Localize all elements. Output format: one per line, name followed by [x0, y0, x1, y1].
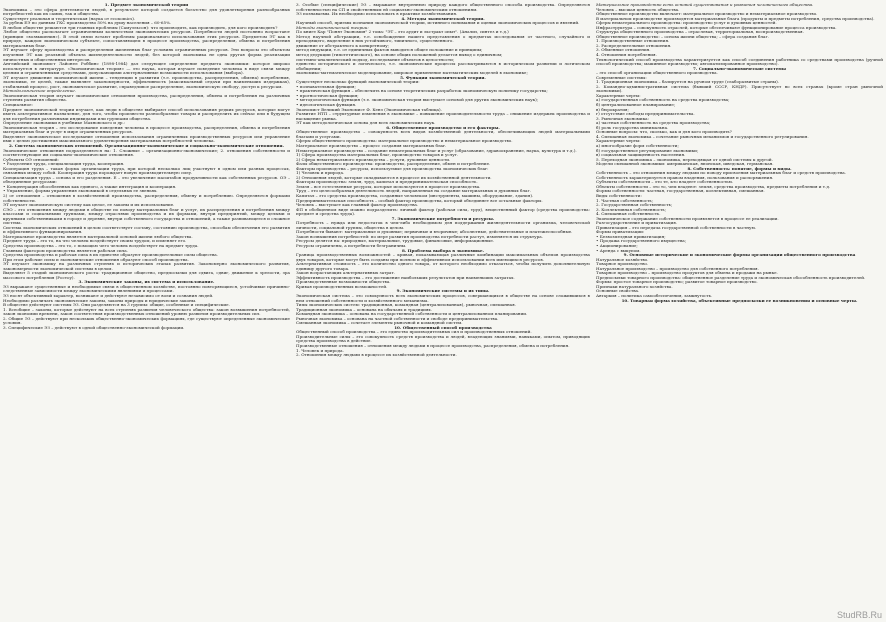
paragraph: ЭЗ носят объективный характер, возникают и действуют независимо от воли и сознания людей.	[3, 293, 214, 298]
paragraph: 4. Отношения потребления.	[596, 52, 657, 58]
paragraph: В материальном производстве производятся материальные блага (продукты и предметы потребления, средства производства).	[596, 15, 875, 21]
section-heading: 9. Экономические системы и их типы.	[396, 288, 490, 294]
section-heading: 5. Функции экономической теории.	[400, 74, 486, 80]
paragraph: Субъекты собственности – это те, кто владеет собственностью.	[596, 179, 734, 185]
paragraph: – это способ организации общественного производства.	[596, 70, 718, 76]
paragraph: Товарное производство.	[596, 261, 649, 267]
paragraph: Общественное производство – совокупность всех видов хозяйственной деятельности, обеспечивающих людей материальными благами и услугами.	[296, 129, 590, 139]
paragraph: Факторы производства: земля, труд, капитал и предпринимательская способность.	[296, 179, 478, 185]
paragraph: • Акционирование;	[596, 242, 638, 248]
paragraph: Специализация труда – основа и его разделения. Е – это увеличение масштабов продуктивности как собственных ресурсов. ОЭ – объединение ресурсами:	[3, 174, 290, 185]
paragraph: Приватизация – это передача государственной собственности в частную.	[596, 224, 757, 230]
paragraph: 2) Отношения людей, которые складываются в процессе их хозяйственной деятельности.	[296, 174, 492, 180]
paragraph: Человек – высшая ценность общества.	[596, 6, 680, 12]
paragraph: Альтернативная стоимость – это количество одного товара, от которого необходимо отказаться, чтобы получить дополнительную единицу другого товара.	[296, 261, 590, 271]
paragraph: Определение экономики в учебнике Махновского и др.:	[3, 120, 126, 126]
paragraph: Нематериальное производство – создание нематериальных благ и услуг (образование, здравоохранение, наука, культура и т.д.).	[296, 147, 577, 153]
paragraph: а) частная собственность на средства производства;	[596, 120, 711, 126]
paragraph: метод индукции, т.е. от единичных фактов выводится общее положение и принципы;	[296, 47, 483, 53]
watermark: StudRB.Ru	[836, 610, 882, 620]
paragraph: 2. Государственная собственность;	[596, 202, 673, 208]
paragraph: Производственные возможности общества.	[296, 279, 391, 285]
paragraph: Ресурсы ограничены, а потребности безграничны.	[296, 242, 407, 248]
paragraph: Производственные отношения – отношения между людьми в процессе производства, распределения, обмена и потребления.	[296, 343, 570, 349]
section-heading: 6. Общественное производство и его факторы.	[386, 124, 500, 130]
paragraph: 3. Коллективная собственность;	[596, 206, 666, 212]
paragraph: а) многообразие форм собственности;	[596, 142, 679, 148]
paragraph: Виды собственности:	[596, 192, 642, 198]
paragraph: ЭТ изучает экономическую систему как целое, ее законы и их использование.	[3, 202, 175, 208]
paragraph: Структура общественного производства – отраслевая, территориальная, воспроизводственная.	[596, 29, 804, 35]
paragraph: Кривая производственных возможностей.	[296, 283, 388, 289]
paragraph: • Разделение труда, специализация труда, кооперация.	[3, 161, 125, 167]
paragraph: Субъекты ОЭ отношений:	[3, 156, 59, 162]
paragraph: Система экономических отношений в целом соответствует составу, состоянию производства, способам обеспечения его развития и эффективного функционирования.	[3, 224, 290, 235]
paragraph: Фазы общественного производства: производство, распределение, обмен и потребление.	[296, 161, 491, 167]
paragraph: системно-аналитический подход, исследование объектов в целостности;	[296, 56, 455, 62]
paragraph: Технологический способ производства характеризуется как способ соединения работника со средствами производства (ручной способ производства; машинное производство; автоматизированное производство).	[596, 56, 883, 67]
paragraph: Специальное:	[3, 102, 33, 108]
paragraph: Существует реальная и теоретическая (наука от economics).	[3, 15, 136, 21]
paragraph: • идеологическая функция.	[296, 102, 357, 108]
paragraph: Ресурсы делятся на: природные, материальные, трудовые, финансовые, информационные.	[296, 238, 495, 244]
paragraph: Выделяют 5 стадий экономического роста: традиционное общество, предпосылки для сдвига, сдвиг, движение к зрелости, эра массового потребления (Ростоу).	[3, 270, 290, 280]
paragraph: Автаркия – политика самообеспечения, замкнутость.	[596, 293, 713, 298]
paragraph: • Безвозмездная приватизация;	[596, 233, 666, 239]
paragraph: Формы приватизации:	[596, 229, 645, 235]
paragraph: в) социальная защищенность населения.	[596, 152, 686, 158]
paragraph: Экономическое содержание собственности проявляется в процессе ее реализации.	[596, 215, 779, 221]
paragraph: • познавательная функция;	[296, 83, 356, 89]
paragraph: Закон возвышения потребностей: по мере развития производства потребности растут, изменяется их структура.	[296, 233, 543, 239]
paragraph: По книге Кар "Понят Экономия" 2 тома: "ЭТ – это аудит и экстракт опыт". (Анализ, синтез и т.д.)	[296, 29, 509, 35]
paragraph: Характерные черты:	[596, 138, 641, 144]
section-heading: 3. Экономические законы, их система и использование.	[78, 279, 215, 285]
paragraph: Сферы нематериального производства: производство услуг и духовных ценностей.	[596, 20, 777, 26]
paragraph: Капитал – это средства производства, созданные человеком (инструменты, машины, оборудование, здания).	[296, 192, 534, 198]
paragraph: 3. Особые (специфические) ЭЗ – выражают внутреннюю природу каждого общественного способа производства. Определяются собственностью на СП и свойственным ей социально-экономическим отношениям.	[296, 3, 590, 12]
paragraph: 2. Отношения между людьми в процессе их хозяйственной деятельности.	[296, 352, 457, 358]
text-column-left	[3, 3, 290, 615]
paragraph: 1. Всеобщие – законы, которые действуют на всех ступенях развития человеческого общества: закон возвышения потребностей, закон экономии времени, закон соответствия производственных отношений уровню развития производительных сил.	[3, 306, 290, 317]
paragraph: 1) Сфера производства материальных благ, производство товаров и услуг.	[296, 152, 459, 158]
paragraph: Натуральное производство – производство для собственного потребления.	[596, 265, 759, 271]
section-heading: 8. Собственность: понятие, формы и виды.	[687, 165, 792, 171]
section-heading: 7. Экономические потребности и ресурсы.	[391, 215, 495, 221]
paragraph: 3. Специфические ЭЗ – действуют в одной общественно-экономической формации.	[3, 324, 185, 330]
paragraph: движение от абстрактного к конкретному;	[296, 42, 390, 48]
paragraph: В любом обществе решаются три главных проблемы (Самуэльсон): что производить, как производить, для кого производить?	[3, 24, 278, 30]
paragraph: Собственность характеризуется правом владения, пользования и распоряжения.	[596, 174, 774, 180]
paragraph: Кооперация труда – такая форма организации труда, при которой несколько лиц участвуют в одном или разных процессах, связанных между собой. Кооперация труда порождает новую производительную силу.	[3, 165, 290, 176]
paragraph: Экономическая теория изучает экономические отношения производства, распределения, обмена и потребления на различных ступенях развития общества.	[3, 92, 290, 103]
paragraph: Собственность – это отношения между людьми по поводу присвоения материальных благ и средств производства.	[596, 170, 847, 176]
paragraph: 4. Смешанная экономика – сочетание рыночных механизмов и государственного регулирования.	[596, 133, 809, 139]
paragraph: Метод научной абстракции, т.е. освобождение нашего представления о предметах исследования от частного, случайного и преходящего, выделение в них устойчивого, типичного, существенного.	[296, 33, 590, 44]
paragraph: Экономическая система – это совокупность всех экономических процессов, совершающихся в обществе на основе сложившихся в нем отношений собственности и хозяйственного механизма.	[296, 293, 590, 303]
paragraph: Земля – все естественные ресурсы, которые используются в процессе производства.	[296, 183, 481, 189]
paragraph: Закон возрастающих альтернативных затрат.	[296, 270, 396, 276]
paragraph: 3. Рыночная экономика:	[596, 115, 649, 121]
paragraph: Материальное производство есть основой существования и развития человеческого общества.	[596, 3, 814, 7]
paragraph: Формы собственности: частная, государственная, коллективная, смешанная.	[596, 188, 765, 194]
paragraph: Средства производства и рабочая сила в их единстве образуют производительные силы общества.	[3, 252, 219, 258]
paragraph: Инфраструктура – совокупность отраслей, которые обеспечивают функционирование процесса производства.	[596, 24, 837, 30]
paragraph: Эффективность производства – это достижение наибольших результатов при наименьших затратах.	[296, 274, 515, 280]
paragraph: Экономические отношения подразделяются на: 1. Сложные – организационно-экономические; 2. отношения собственности и соответствующие им социально-экономические отношения.	[3, 147, 290, 158]
paragraph: Труд – это целесообразная деятельность людей, направленная на создание материальных и духовных благ.	[296, 188, 531, 194]
paragraph: Основные свойства.	[596, 288, 640, 294]
paragraph: Экономист Великий Экономист Ф. Кенэ (Экономическая таблица).	[296, 106, 442, 112]
paragraph: Факторы производства – ресурсы, используемые для производства экономических благ:	[296, 165, 489, 171]
paragraph: 2. Распределительные отношения.	[596, 42, 672, 48]
text-column-middle	[296, 3, 590, 615]
paragraph: Научный способ, приемы познания экономической теории, истинного понимания и оценки экономических процессов и явлений.	[296, 20, 580, 26]
paragraph: ЭЗ выражают существенные и необходимые связи в общественном хозяйстве, постоянно повторяющиеся, устойчивые причинно-следственные зависимости между экономическими явлениями и процессами.	[3, 283, 290, 294]
paragraph: Объекты собственности – это то, чем владеют: земля, средства производства, предметы потребления и т.д.	[596, 183, 831, 189]
paragraph: Материальное производство – процесс создания материальных благ.	[296, 142, 447, 148]
paragraph: Материальное производство является материальной основой жизни любого общества.	[3, 233, 193, 239]
paragraph: Разгосударствление и приватизация.	[596, 220, 678, 226]
paragraph: Любое общество располагает ограниченным количеством экономических ресурсов. Потребности людей постоянно возрастают (принцип «возвышения»). В этой связи встают проблемы рационального использования этих ресурсов. Предметом ЭТ как в природе, каждом экономическом субъекте, сопоставляющем в процессе производства, распределения, обмена и потребления материальных благ.	[3, 29, 290, 48]
section-heading: 10. Общественный способ производства	[394, 324, 492, 330]
paragraph: Экономическая теория – это исследование поведения человека в процессе производства, распределения, обмена и потребления материальных благ и услуг в мире ограниченных ресурсов.	[3, 124, 290, 135]
paragraph: Предпринимательская способность – особый фактор производства, который объединяет все остальные факторы.	[296, 197, 543, 203]
paragraph: 2) от отношения – отношения в хозяйственной производства, распределения, обмену и потреблению. Определяются формами собственности.	[3, 192, 290, 203]
paragraph: Предмет экономической теории изучает, как люди в обществе выбирают способ использования редких ресурсов, которые могут иметь альтернативное назначение, для того, чтобы произвести разнообразные товары и распределить их сейчас или в будущем для потребления различными индивидами или группами общества.	[3, 106, 290, 121]
paragraph: Характерные черты:	[596, 92, 641, 98]
paragraph: б) государственное регулирование экономики;	[596, 147, 699, 153]
section-heading: 10. Товарная форма хозяйства, объективные предпосылки ее возникновения и основные черты.	[621, 297, 858, 303]
paragraph: Главным фактором производства является рабочая сила.	[3, 247, 129, 253]
paragraph: Экономика – это сфера деятельности людей, в результате которой создается богатство для удовлетворения разнообразных потребностей как их самих, так и общества.	[3, 6, 290, 17]
paragraph: б) централизованное планирование;	[596, 102, 676, 108]
paragraph: • практическая функция – обеспечить на основе теоретических разработок экономическую политику государства;	[296, 88, 548, 94]
paragraph: Выделяют экономическое исследование отношения использования ограниченных производственных ресурсов или управление ими с целью достижения максимального удовлетворения материальных потребностей человека.	[3, 133, 290, 144]
paragraph: Модели смешанной экономики: американская, японская, шведская, германская.	[596, 161, 774, 167]
paragraph: Развитие НТП – структурные изменения в экономике – повышение производительности труда – снижение издержек производства и насыщение рынка.	[296, 111, 590, 121]
paragraph: СЭО – это отношения между людьми в обществе по поводу материальных благ и услуг, их распределения и потребления между классами и социальными группами, между отраслями производства и их формами, внутри предприятий, между целыми и крупными собственниками в городе и деревне, внутри собственного государства и отношений, а также развивающееся и сложное система.	[3, 206, 290, 226]
paragraph: ФП в обобщенном виде можно подразделить: личный фактор (рабочая сила, труд), вещественный фактор (средства производства: предмет и средства труда).	[296, 206, 590, 217]
paragraph: 2) Сфера нематериального производства – услуги, духовные ценности.	[296, 156, 451, 162]
paragraph: Методологическое определение.	[3, 88, 76, 94]
paragraph: • методологическая функция (т.е. экономическая теория выступает основой для других экономических наук);	[296, 97, 539, 103]
section-heading: 4. Методы экономической теории.	[401, 15, 485, 21]
section-heading: 9. Основные исторические и экономические формы организации общественного производства	[623, 252, 856, 258]
paragraph: Общественное производство: – основа жизни общества; – сфера создания благ.	[596, 33, 769, 39]
paragraph: 1. Производственные отношения.	[596, 38, 670, 44]
paragraph: Потребности бывают: материальные и духовные; первичные и вторичные; абсолютные, действительные и платежеспособные.	[296, 229, 573, 235]
paragraph: Признаки натурального хозяйства.	[596, 283, 673, 289]
paragraph: 2. Общие ЭЗ – действуют при нескольких общественно-экономических формациях, где существуют определенные экономические условия.	[3, 315, 290, 326]
paragraph: ЭТ изучает движение экономической жизни – тенденции в развитии (т.е. производства, распределения, обмена) потребления, экономики, ее целей, также выявляет закономерности, эффективность (максимальный отдачи при наименьших издержках), стабильный процесс, рост, экономическое развитие, справедливое распределение, экономическую свободу, доступ к ресурсам.	[3, 74, 290, 89]
paragraph: • Концентрация обособленных как единого, а также интеграция и кооперация.	[3, 183, 177, 189]
paragraph: 1. Частная собственность;	[596, 197, 654, 203]
paragraph: Натуральное хозяйство.	[596, 256, 649, 262]
paragraph: Общественный способ производства – это единство производительных сил и производственных отношений.	[296, 329, 532, 335]
paragraph: Предпосылки товарного производства: общественное разделение труда и экономическая обособленность производителей.	[596, 274, 866, 280]
paragraph: • Управление, формы управления экономикой в отдельных ее звеньях.	[3, 188, 158, 194]
paragraph: Смешанная экономика – сочетает элементы рыночной и командной систем.	[296, 320, 463, 326]
paragraph: Производительные силы – это совокупность средств производства и людей, владеющих знаниями, навыками, опытом, приводящих средства производства в действие.	[296, 333, 590, 344]
paragraph: • прогностическая функция;	[296, 92, 359, 98]
paragraph: Общественное производство включает: материальное производство и нематериальное производство.	[596, 11, 818, 17]
paragraph: метод дедукции (гипотетического), на основе общих положений делается вывод о единичном;	[296, 52, 503, 58]
paragraph: Предмет труда – это то, на что человек воздействует своим трудом, и изменяет его.	[3, 238, 187, 244]
paragraph: единство исторического и логического, т.е. экономические процессы рассматриваются в историческом развитии и логическом обобщении;	[296, 61, 590, 71]
paragraph: 1. Традиционная экономика – базируется на ручном труде (слаборазвитые страны).	[596, 79, 780, 85]
paragraph: Потребность – нужда или недостаток в чем-либо необходимом для поддержания жизнедеятельности организма, человеческой личности, социальной группы, общества в целом.	[296, 220, 590, 230]
paragraph: ЭЗ познаваемы. Их необходимо использовать в практике хозяйствования.	[296, 11, 458, 17]
paragraph: а) государственная собственность на средства производства;	[596, 97, 730, 103]
paragraph: Сферы общественного производства: материальное производство и нематериальное производство.	[296, 138, 513, 144]
paragraph: экономико-математическое моделирование, широкое применение математических моделей в экономике;	[296, 70, 528, 76]
paragraph: 1) Человек и природа.	[296, 170, 345, 176]
paragraph: в) бюрократия;	[596, 106, 629, 112]
paragraph: Формы: простое товарное производство; развитое товарное производство.	[596, 279, 758, 285]
paragraph: Необходимо различать экономические законы, законы природы и юридические законы.	[3, 297, 197, 303]
paragraph: Рыночная экономика – основана на частной собственности и свободе предпринимательства.	[296, 315, 499, 321]
section-heading: 1. Предмет экономической теории	[104, 3, 189, 7]
paragraph: Средства производства – это то, с помощью чего человек воздействует на предмет труда.	[3, 242, 199, 248]
paragraph: Типы экономических систем: традиционная, командная (централизованная), рыночная, смешанная.	[296, 302, 517, 308]
paragraph: 2. Командно-административная система (бывший СССР, КНДР). Присутствует во всех странах (кроме стран рыночной экономики).	[596, 83, 883, 94]
paragraph: Современные системы:	[596, 74, 647, 80]
paragraph: 5. Переходная экономика – экономика, переходящая от одной системы к другой.	[596, 156, 773, 162]
paragraph: 3. Обменные отношения.	[596, 47, 651, 53]
paragraph: Существуют несколько функций экономической теории:	[296, 79, 420, 85]
paragraph: Командная экономика – основана на государственной собственности и централизованном планировании.	[296, 311, 528, 317]
paragraph: ЭТ изучает сферу производства и распределения жизненных благ условиях ограниченных ресурсов. Эти вопросы это объектом изучения ЭТ как реальной объекта жизнедеятельности людей, без которой экономика не одна другая форма реализации личностных и общественных интересов.	[3, 47, 290, 62]
paragraph: г) отсутствие свободы предпринимательства.	[596, 111, 695, 117]
paragraph: б) роль государства минимальна.	[596, 124, 669, 130]
section-heading: 8. Проблема выбора в экономике.	[401, 247, 485, 253]
paragraph: ЭТ изучает экономику на различных ступенях и исторических этапах развития. Закономерно экономического развития, закономерности экономической системы в целом.	[3, 261, 290, 271]
paragraph: Английский экономист Лайонел Роббинс (1898-1984) дал следующее определение предмета экономики: которое широко используется в литературе. «Экономическая теория» — это наука, которая изучает поведение человека в виде связи между целями и ограниченными средствами, допускающими альтернативные возможности использования (выбора).	[3, 61, 290, 76]
paragraph: Товарное производство – производство продуктов для обмена и продажи на рынке.	[596, 270, 778, 276]
paragraph: 4. Смешанная собственность.	[596, 211, 661, 217]
paragraph: ЭТ как методологическая основа для всех экономических наук.	[296, 120, 436, 126]
paragraph: Человек – выступает как главный фактор производства.	[296, 202, 419, 208]
paragraph: В обществе действуют системы ЭЗ. Они разделяются на 3 группы: общие, особенные и специфические.	[3, 302, 230, 308]
paragraph: • Продажа государственного имущества;	[596, 238, 687, 244]
paragraph: Основные вопросы: что, сколько, как и для кого производить?	[596, 129, 732, 135]
paragraph: • Аренда с выкупом.	[596, 247, 641, 253]
paragraph: Граница производственных возможностей – кривая, показывающая различные комбинации максимальных объемов производства двух товаров, которые могут быть созданы при полном и эффективном использовании всех имеющихся ресурсов.	[296, 252, 590, 262]
paragraph: Традиционная экономика – основана на обычаях и традициях.	[296, 306, 433, 312]
paragraph: При этом рабочие силы и экономические отношения образуют способ производства.	[3, 256, 189, 262]
section-heading: 7. Социально-экономические системы	[693, 65, 786, 71]
paragraph: За рубеж ЕЭ по данным ГКС производство 50% на душу населения – 60-65%.	[3, 20, 172, 26]
paragraph: Методы экономической теории:	[296, 24, 369, 30]
text-column-right	[596, 3, 883, 615]
section-heading: 2. Система экономических отношений. Организационно-экономические и социально-экономические отношения.	[9, 142, 284, 148]
paragraph: 1. Человек и природа.	[296, 347, 344, 353]
